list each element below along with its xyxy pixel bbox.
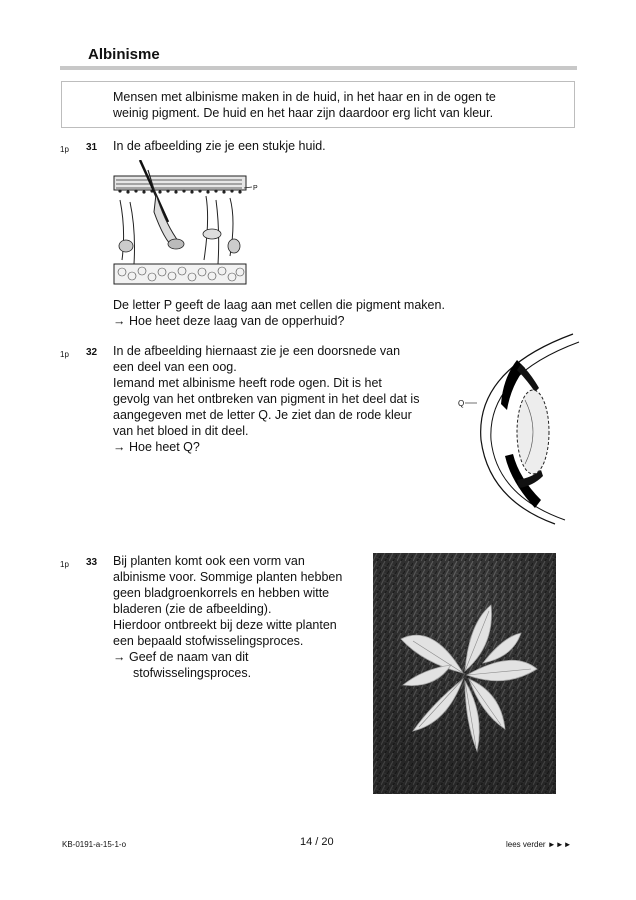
q33-line: een bepaald stofwisselingsproces. — [113, 634, 304, 648]
footer-next: lees verder ►►► — [506, 840, 572, 849]
q33-question-line-2: stofwisselingsproces. — [133, 666, 252, 680]
page-title: Albinisme — [88, 46, 160, 63]
q32-line: van het bloed in dit deel. — [113, 424, 249, 438]
q33-number: 33 — [86, 557, 98, 568]
q32-line: gevolg van het ontbreken van pigment in het deel dat is — [113, 392, 420, 406]
q33-text — [113, 553, 368, 681]
q32-line: Iemand met albinisme heeft rode ogen. Dit is het — [113, 376, 382, 390]
q32-line: aangegeven met de letter Q. Je ziet dan de rode kleur — [113, 408, 412, 422]
q31-prompt: In de afbeelding zie je een stukje huid. — [113, 139, 326, 153]
q31-number: 31 — [86, 142, 98, 153]
white-plant-photo — [373, 553, 556, 794]
intro-line-1: Mensen met albinisme maken in de huid, in het haar en in de ogen te — [113, 90, 496, 104]
intro-line-2: weinig pigment. De huid en het haar zijn daardoor erg licht van kleur. — [113, 106, 494, 120]
q32-text — [113, 343, 463, 455]
q31-question: → Hoe heet deze laag van de opperhuid? — [113, 314, 345, 328]
q31-points: 1p — [60, 145, 69, 154]
q33-line: albinisme voor. Sommige planten hebben — [113, 570, 343, 584]
q33-line: Hierdoor ontbreekt bij deze witte planten — [113, 618, 337, 632]
q33-line: Bij planten komt ook een vorm van — [113, 554, 305, 568]
q33-line: geen bladgroenkorrels en hebben witte — [113, 586, 330, 600]
label-p: P — [253, 185, 258, 192]
intro-text — [113, 89, 563, 121]
q32-question: → Hoe heet Q? — [113, 440, 200, 454]
skin-diagram — [112, 160, 262, 288]
eye-diagram — [455, 330, 585, 525]
q33-points: 1p — [60, 560, 69, 569]
label-q: Q — [458, 399, 465, 408]
q32-points: 1p — [60, 350, 69, 359]
q33-line: bladeren (zie de afbeelding). — [113, 602, 272, 616]
q31-statement: De letter P geeft de laag aan met cellen die pigment maken. — [113, 298, 445, 312]
q32-number: 32 — [86, 347, 98, 358]
footer-page-number: 14 / 20 — [300, 836, 334, 848]
footer-code: KB-0191-a-15-1-o — [62, 840, 127, 849]
q32-line: In de afbeelding hiernaast zie je een doorsnede van — [113, 344, 401, 358]
q33-question-line-1: → Geef de naam van dit — [113, 650, 249, 664]
q32-line: een deel van een oog. — [113, 360, 237, 374]
title-rule — [60, 66, 577, 70]
